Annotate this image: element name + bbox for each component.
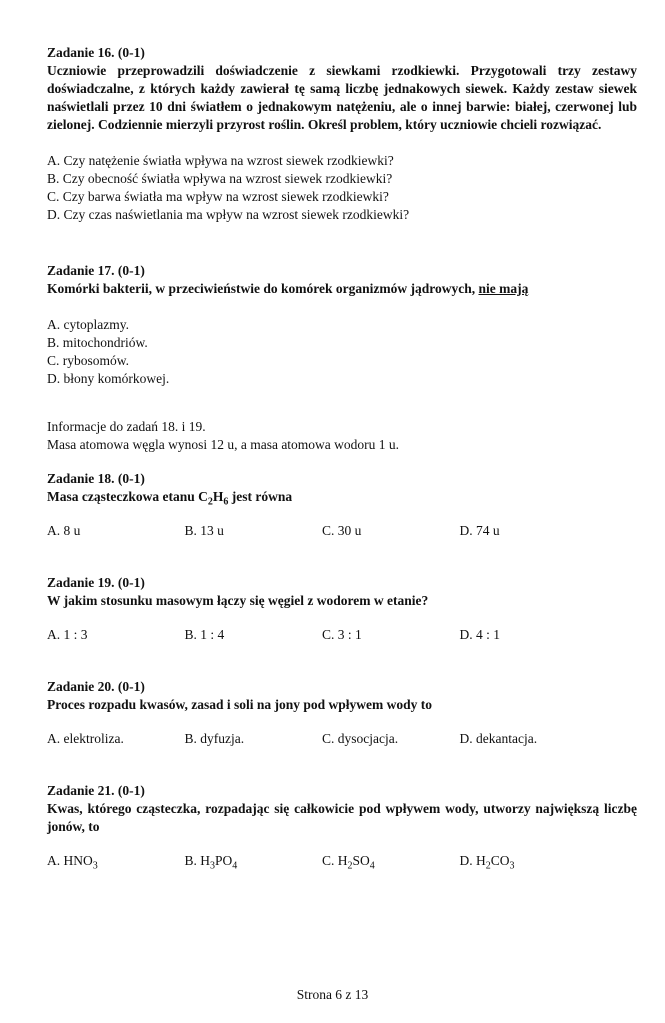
task-stem xyxy=(47,488,637,506)
option-d: D. błony komórkowej. xyxy=(47,371,170,386)
stem-sub-2: 6 xyxy=(223,496,229,508)
task-17 xyxy=(47,262,637,388)
option-b: B. Czy obecność światła wpływa na wzrost siewek rzodkiewki? xyxy=(47,171,393,186)
info-heading: Informacje do zadań 18. i 19. xyxy=(47,419,206,434)
task-stem: W jakim stosunku masowym łączy się węgiel z wodorem w etanie? xyxy=(47,593,429,608)
option-b: B. dyfuzja. xyxy=(184,731,245,746)
stem-mid: H xyxy=(212,489,224,504)
exam-page xyxy=(47,40,637,870)
option-d: D. dekantacja. xyxy=(459,731,538,746)
task-stem: Uczniowie przeprowadzili doświadczenie z siewkami rzodkiewki. Przygotowali trzy zestawy doświadczalne, z których każdy zawierał tę samą liczbę jednakowych siewek. Każdy zestaw siewek naświetlali przez 10 dni światłem o jednakowym natężeniu, ale o innej barwie: białej, czerwonej lub zielonej. Codziennie mierzyli przyrost roślin. Określ problem, który uczniowie chcieli rozwiązać. xyxy=(47,63,637,132)
option-b: B. 1 : 4 xyxy=(184,627,225,642)
option-c: C. 3 : 1 xyxy=(322,627,362,642)
option-c: C. rybosomów. xyxy=(47,353,130,368)
task-title: Zadanie 18. (0-1) xyxy=(47,471,145,486)
task-stem xyxy=(47,280,637,298)
page-footer: Strona 6 z 13 xyxy=(296,987,369,1002)
option-a: A. Czy natężenie światła wpływa na wzrost siewek rzodkiewki? xyxy=(47,153,394,168)
task-21 xyxy=(47,782,637,870)
task-stem: Kwas, którego cząsteczka, rozpadając się całkowicie pod wpływem wody, utworzy największą liczbę jonów, to xyxy=(47,801,637,834)
option-a: A. $HNO_3$ xyxy=(47,853,98,872)
option-a: A. elektroliza. xyxy=(47,731,124,746)
option-d: D. $H_2CO_3$ xyxy=(459,853,515,872)
task-19 xyxy=(47,574,637,644)
option-d: D. 74 u xyxy=(459,523,500,538)
options-row xyxy=(47,852,637,870)
option-a: A. 1 : 3 xyxy=(47,627,88,642)
option-c: C. Czy barwa światła ma wpływ na wzrost siewek rzodkiewki? xyxy=(47,189,389,204)
option-c: C. dysocjacja. xyxy=(322,731,399,746)
task-title: Zadanie 19. (0-1) xyxy=(47,575,145,590)
option-b: B. $H_3PO_4$ xyxy=(184,853,238,872)
task-title: Zadanie 21. (0-1) xyxy=(47,783,145,798)
option-d: D. Czy czas naświetlania ma wpływ na wzrost siewek rzodkiewki? xyxy=(47,207,410,222)
task-title: Zadanie 16. (0-1) xyxy=(47,45,145,60)
task-title: Zadanie 20. (0-1) xyxy=(47,679,145,694)
option-b: B. 13 u xyxy=(184,523,224,538)
option-c: C. $H_2SO_4$ xyxy=(322,853,375,872)
option-a: A. 8 u xyxy=(47,523,81,538)
option-c: C. 30 u xyxy=(322,523,362,538)
option-a: A. cytoplazmy. xyxy=(47,317,129,332)
options-row xyxy=(47,626,637,644)
task-title: Zadanie 17. (0-1) xyxy=(47,263,145,278)
task-stem-underlined: nie mają xyxy=(478,281,529,296)
task-stem-main: Komórki bakterii, w przeciwieństwie do komórek organizmów jądrowych, xyxy=(47,281,476,296)
options-row xyxy=(47,730,637,748)
task-18 xyxy=(47,470,637,540)
option-b: B. mitochondriów. xyxy=(47,335,148,350)
task-20 xyxy=(47,678,637,748)
stem-prefix: Masa cząsteczkowa etanu C xyxy=(47,489,208,504)
option-d: D. 4 : 1 xyxy=(459,627,500,642)
stem-suffix: jest równa xyxy=(228,489,293,504)
task-16 xyxy=(47,44,637,224)
info-text: Masa atomowa węgla wynosi 12 u, a masa atomowa wodoru 1 u. xyxy=(47,437,400,452)
stem-sub-1: 2 xyxy=(207,496,213,508)
task-stem: Proces rozpadu kwasów, zasad i soli na jony pod wpływem wody to xyxy=(47,697,433,712)
options-row xyxy=(47,522,637,540)
info-block xyxy=(47,418,637,454)
